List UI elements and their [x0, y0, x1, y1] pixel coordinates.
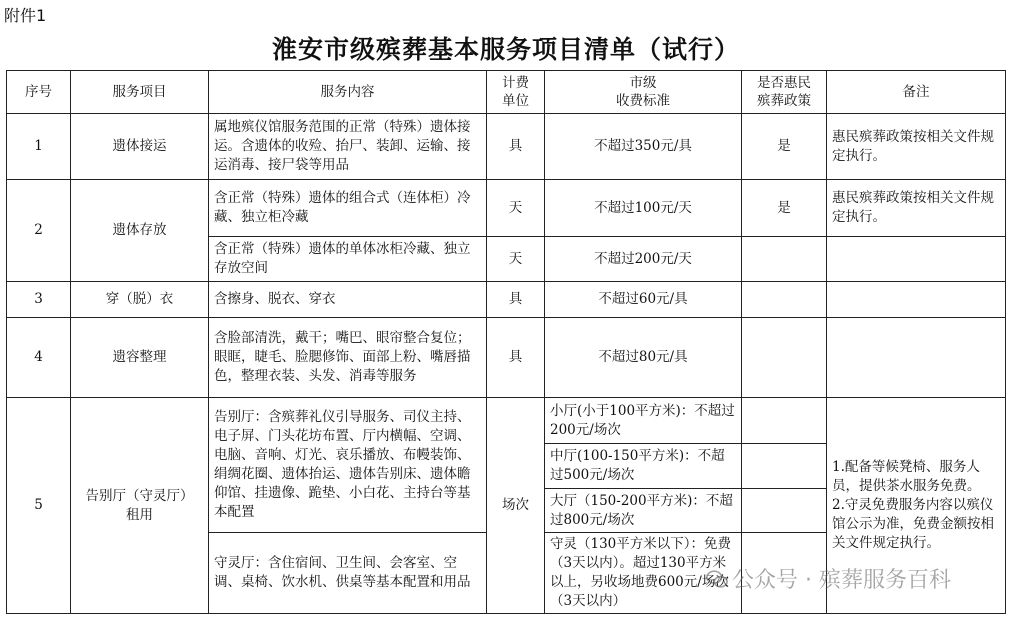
row5-fee-medium: 中厅(100-150平方米)：不超过500元/场次: [545, 444, 742, 489]
row5-note: [827, 398, 1006, 614]
table-row: [7, 318, 1006, 398]
row5-item: [71, 398, 209, 614]
table-row: [7, 180, 1006, 237]
row1-no: 1: [7, 114, 71, 180]
row2a-content: 含正常（特殊）遗体的组合式（连体柜）冷藏、独立柜冷藏: [209, 180, 487, 237]
row1-item: 遗体接运: [71, 114, 209, 180]
row1-benefit: 是: [742, 114, 827, 180]
row3-fee: 不超过60元/具: [545, 282, 742, 318]
row3-content: 含擦身、脱衣、穿衣: [209, 282, 487, 318]
row4-content: 含脸部清洗，戴干；嘴巴、眼帘整合复位；眼眶，睫毛、脸腮修饰、面部上粉、嘴唇描色，整理衣装、头发、消毒等服务: [209, 318, 487, 398]
table-row: [7, 282, 1006, 318]
row5-content-hall: 告别厅：含殡葬礼仪引导服务、司仪主持、电子屏、门头花坊布置、厅内横幅、空调、电脑、音响、灯光、哀乐播放、布幔装饰、绢绸花圈、遗体抬运、遗体告别床、遗体瞻仰馆、挂遗像、跪垫、小白花、主持台等基本配置: [209, 398, 487, 533]
row5-item-line1: 告别厅（守灵厅）: [85, 487, 194, 504]
row3-unit: 具: [487, 282, 545, 318]
row4-unit: 具: [487, 318, 545, 398]
row4-benefit: [742, 318, 827, 398]
header-row: [7, 71, 1006, 114]
row5-benefit-c: [742, 489, 827, 533]
row4-fee: 不超过80元/具: [545, 318, 742, 398]
header-unit-line1: 计费: [502, 75, 529, 91]
row2a-note: 惠民殡葬政策按相关文件规定执行。: [827, 180, 1006, 237]
table-row: [7, 114, 1006, 180]
row2-no: 2: [7, 180, 71, 282]
header-benefit-line1: 是否惠民: [757, 75, 811, 91]
header-benefit: [742, 71, 827, 114]
row5-fee-vigil: 守灵（130平方米以下）：免费（3天以内）。超过130平方米以上，另收场地费600元/场次（3天以内）: [545, 533, 742, 614]
header-content: 服务内容: [209, 71, 487, 114]
row5-item-line2: 租用: [126, 506, 153, 523]
header-fee: [545, 71, 742, 114]
row2-item: 遗体存放: [71, 180, 209, 282]
header-unit-line2: 单位: [502, 93, 529, 109]
service-items-table: [6, 70, 1006, 614]
table-row: [7, 398, 1006, 444]
row1-note: 惠民殡葬政策按相关文件规定执行。: [827, 114, 1006, 180]
row5-fee-small: 小厅(小于100平方米)：不超过200元/场次: [545, 398, 742, 444]
row3-item: 穿（脱）衣: [71, 282, 209, 318]
row2b-unit: 天: [487, 237, 545, 282]
row2a-benefit: 是: [742, 180, 827, 237]
row1-unit: 具: [487, 114, 545, 180]
row5-unit: 场次: [487, 398, 545, 614]
header-fee-line1: 市级: [629, 75, 657, 91]
row2a-unit: 天: [487, 180, 545, 237]
row5-benefit-a: [742, 398, 827, 444]
header-benefit-line2: 殡葬政策: [757, 93, 811, 109]
row5-benefit-d: [742, 533, 827, 614]
header-note: 备注: [827, 71, 1006, 114]
row5-benefit-b: [742, 444, 827, 489]
watermark-text: 公众号 · 殡葬服务百科: [732, 568, 951, 593]
row2b-fee: 不超过200元/天: [545, 237, 742, 282]
row1-fee: 不超过350元/具: [545, 114, 742, 180]
attachment-label: 附件1: [4, 6, 47, 25]
row5-content-vigil: 守灵厅：含住宿间、卫生间、会客室、空调、桌椅、饮水机、供桌等基本配置和用品: [209, 533, 487, 614]
header-fee-line2: 收费标准: [616, 93, 670, 109]
row5-no: 5: [7, 398, 71, 614]
row4-no: 4: [7, 318, 71, 398]
row4-note: [827, 318, 1006, 398]
row2b-benefit: [742, 237, 827, 282]
row1-content: 属地殡仪馆服务范围的正常（特殊）遗体接运。含遗体的收殓、抬尸、装卸、运输、接运消毒、接尸袋等用品: [209, 114, 487, 180]
row5-note-1: 1.配备等候凳椅、服务人员，提供茶水服务免费。: [832, 459, 981, 494]
row3-benefit: [742, 282, 827, 318]
row2b-note: [827, 237, 1006, 282]
header-no: 序号: [7, 71, 71, 114]
header-unit: [487, 71, 545, 114]
row3-note: [827, 282, 1006, 318]
page-title: 淮安市级殡葬基本服务项目清单（试行）: [271, 35, 740, 64]
header-item: 服务项目: [71, 71, 209, 114]
row2a-fee: 不超过100元/天: [545, 180, 742, 237]
row3-no: 3: [7, 282, 71, 318]
row5-fee-large: 大厅（150-200平方米)：不超过800元/场次: [545, 489, 742, 533]
row2b-content: 含正常（特殊）遗体的单体冰柜冷藏、独立存放空间: [209, 237, 487, 282]
row5-note-2: 2.守灵免费服务内容以殡仪馆公示为准，免费金额按相关文件规定执行。: [832, 497, 994, 551]
row4-item: 遗容整理: [71, 318, 209, 398]
